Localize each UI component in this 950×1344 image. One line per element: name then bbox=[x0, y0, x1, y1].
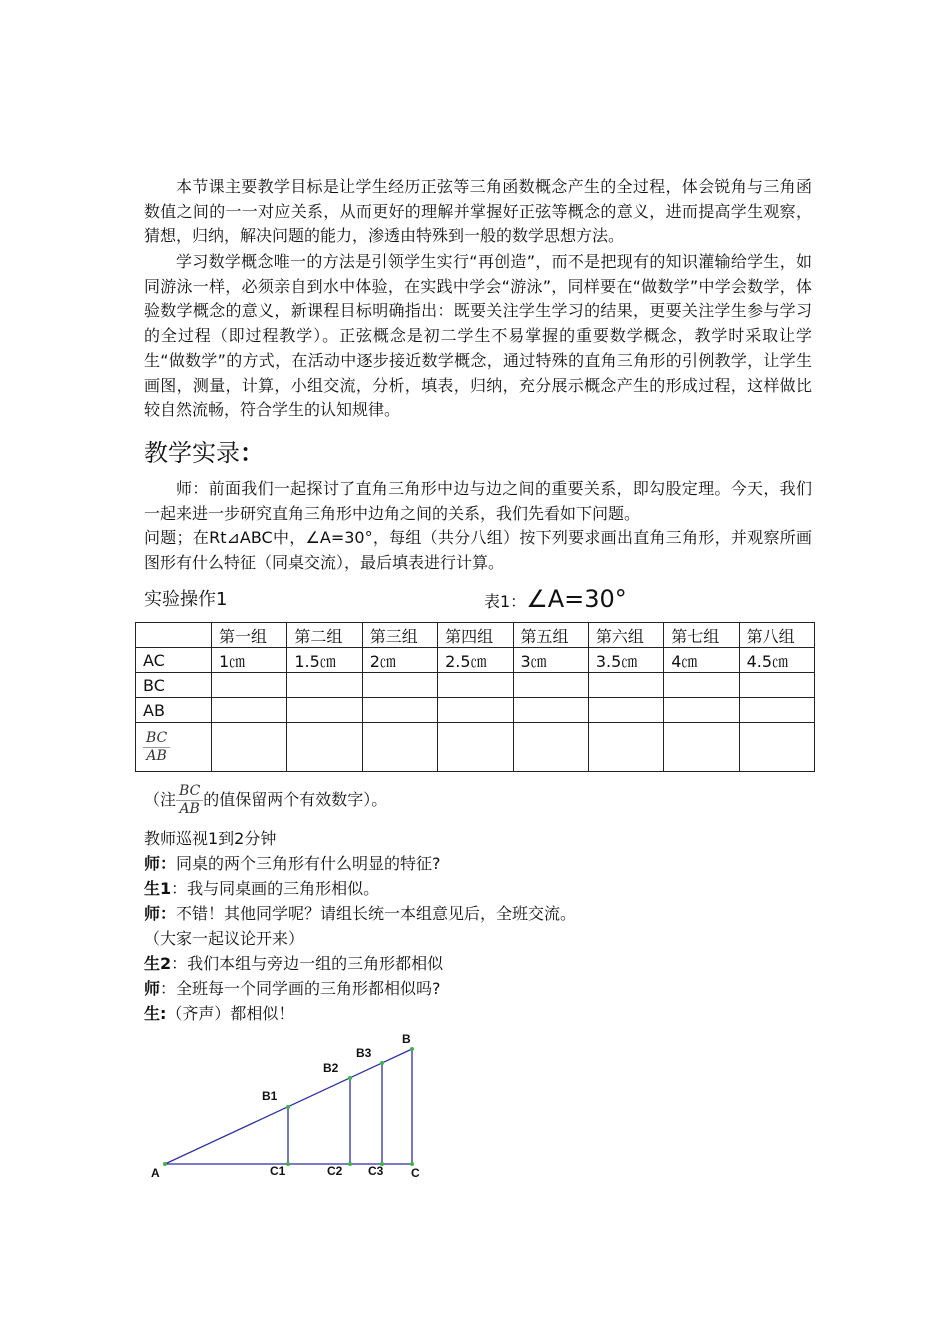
note-fraction bbox=[176, 783, 203, 818]
dialogue-text: 不错！其他同学呢？请组长统一本组意见后，全班交流。 bbox=[176, 904, 577, 923]
dialogue-line bbox=[144, 852, 441, 876]
ratio-fraction bbox=[143, 730, 170, 765]
experiment-label: 实验操作1 bbox=[144, 589, 228, 610]
dialogue-line bbox=[144, 902, 576, 926]
note-suffix: 的值保留两个有效数字）。 bbox=[203, 790, 388, 809]
table-cell bbox=[588, 698, 663, 723]
table-cell bbox=[212, 723, 287, 772]
table-cell bbox=[362, 698, 437, 723]
table-cell bbox=[588, 723, 663, 772]
note-numerator: BC bbox=[176, 783, 203, 801]
column-header: 第一组 bbox=[212, 623, 287, 648]
note-denominator: AB bbox=[179, 801, 200, 817]
dialogue-text: （齐声）都相似！ bbox=[166, 1004, 295, 1023]
dialogue-line bbox=[144, 877, 379, 901]
table-corner-cell bbox=[136, 623, 212, 648]
section-heading-colon: ： bbox=[240, 439, 264, 467]
table-cell bbox=[664, 673, 739, 698]
speaker-label: 生: bbox=[144, 1004, 167, 1023]
table-row-bc bbox=[136, 673, 815, 698]
fraction-denominator: AB bbox=[146, 747, 167, 764]
table-cell bbox=[362, 723, 437, 772]
row-label: AB bbox=[136, 698, 212, 723]
problem-statement: 问题；在Rt⊿ABC中，∠A=30°，每组（共分八组）按下列要求画出直角三角形，并观察所画图形有什么特征（同桌交流），最后填表进行计算。 bbox=[144, 528, 812, 572]
label-C3: C3 bbox=[368, 1164, 384, 1178]
intro-paragraph-1: 本节课主要教学目标是让学生经历正弦等三角函数概念产生的全过程，体会锐角与三角函数值之间的一一对应关系，从而更好的理解并掌握好正弦等概念的意义，进而提高学生观察，猜想，归纳，解决问题的能力，渗透由特殊到一般的数学思想方法。 bbox=[144, 177, 812, 246]
table-cell: 2㎝ bbox=[362, 648, 437, 673]
table-cell bbox=[513, 673, 588, 698]
dialogue-text: ：全班每一个同学画的三角形都相似吗? bbox=[160, 979, 441, 998]
fraction-numerator: BC bbox=[143, 730, 170, 748]
label-A: A bbox=[151, 1166, 160, 1180]
label-B1: B1 bbox=[262, 1089, 278, 1103]
table-cell: 4.5㎝ bbox=[739, 648, 814, 673]
note-prefix: （注 bbox=[144, 790, 177, 809]
table-cell bbox=[739, 673, 814, 698]
dialogue-text: 同桌的两个三角形有什么明显的特征? bbox=[176, 854, 441, 873]
column-header: 第二组 bbox=[287, 623, 362, 648]
dialogue-text: ：我与同桌画的三角形相似。 bbox=[171, 879, 380, 898]
column-header: 第三组 bbox=[362, 623, 437, 648]
dialogue-text: 教师巡视1到2分钟 bbox=[144, 829, 277, 848]
intro-paragraph-2: 学习数学概念唯一的方法是引领学生实行“再创造”，而不是把现有的知识灌输给学生，如同游泳一样，必须亲自到水中体验，在实践中学会“游泳”，同样要在“做数学”中学会数学，体验数学概念的意义，新课程目标明确指出：既要关注学生学习的结果，更要关注学生参与学习的全过程（即过程教学）。正弦概念是初二学生不易掌握的重要数学概念，教学时采取让学生“做数学”的方式，在活动中逐步接近数学概念，通过特殊的直角三角形的引例教学，让学生画图，测量，计算，小组交流，分析，填表，归纳，充分展示概念产生的形成过程，这样做比较自然流畅，符合学生的认知规律。 bbox=[144, 252, 812, 420]
table-cell bbox=[513, 698, 588, 723]
dialogue-line bbox=[144, 827, 276, 851]
table-cell: 2.5㎝ bbox=[438, 648, 513, 673]
speaker-label: 师： bbox=[144, 854, 177, 873]
table-cell bbox=[212, 673, 287, 698]
table-cell: 3.5㎝ bbox=[588, 648, 663, 673]
table-caption-prefix: 表1： bbox=[484, 592, 527, 611]
column-header: 第六组 bbox=[588, 623, 663, 648]
similar-triangles-diagram bbox=[140, 1028, 440, 1188]
dialogue-line bbox=[144, 977, 441, 1001]
point-A bbox=[163, 1162, 167, 1166]
table-row-ratio bbox=[136, 723, 815, 772]
point-B bbox=[410, 1047, 414, 1051]
section-heading-text: 教学实录 bbox=[144, 439, 240, 467]
table-cell bbox=[664, 698, 739, 723]
column-header: 第四组 bbox=[438, 623, 513, 648]
label-B3: B3 bbox=[356, 1046, 372, 1060]
table-cell bbox=[362, 673, 437, 698]
table-cell: 3㎝ bbox=[513, 648, 588, 673]
label-B: B bbox=[402, 1032, 411, 1046]
point-B2 bbox=[348, 1076, 352, 1080]
label-C1: C1 bbox=[270, 1164, 286, 1178]
row-label: BC bbox=[136, 673, 212, 698]
point-B3 bbox=[380, 1061, 384, 1065]
section-heading bbox=[144, 436, 264, 470]
experiment-table bbox=[135, 622, 815, 772]
table-cell bbox=[212, 698, 287, 723]
label-C2: C2 bbox=[327, 1164, 343, 1178]
table-cell bbox=[588, 673, 663, 698]
label-C: C bbox=[411, 1166, 420, 1180]
table-cell bbox=[664, 723, 739, 772]
table-cell bbox=[438, 698, 513, 723]
table-cell: 4㎝ bbox=[664, 648, 739, 673]
point-C1 bbox=[286, 1162, 290, 1166]
dialogue-text: （大家一起议论开来） bbox=[144, 929, 305, 948]
column-header: 第七组 bbox=[664, 623, 739, 648]
row-label: AC bbox=[136, 648, 212, 673]
table-cell bbox=[739, 698, 814, 723]
table-cell bbox=[287, 723, 362, 772]
speaker-label: 生2 bbox=[144, 954, 172, 973]
column-header: 第八组 bbox=[739, 623, 814, 648]
point-C2 bbox=[348, 1162, 352, 1166]
point-B1 bbox=[286, 1105, 290, 1109]
speaker-label: 师 bbox=[144, 979, 161, 998]
table-caption bbox=[484, 584, 627, 617]
table-cell: 1㎝ bbox=[212, 648, 287, 673]
table-cell: 1.5㎝ bbox=[287, 648, 362, 673]
label-B2: B2 bbox=[323, 1061, 339, 1075]
table-cell bbox=[438, 723, 513, 772]
table-row-ac bbox=[136, 648, 815, 673]
table-header-row bbox=[136, 623, 815, 648]
column-header: 第五组 bbox=[513, 623, 588, 648]
table-cell bbox=[438, 673, 513, 698]
table-cell bbox=[287, 673, 362, 698]
dialogue-line bbox=[144, 927, 304, 951]
dialogue-line bbox=[144, 952, 443, 976]
table-note bbox=[144, 781, 387, 819]
dialogue-line bbox=[144, 1002, 294, 1026]
speaker-label: 师： bbox=[144, 904, 177, 923]
table-caption-angle: ∠A=30° bbox=[526, 585, 627, 613]
table-cell bbox=[739, 723, 814, 772]
dialogue-text: ：我们本组与旁边一组的三角形都相似 bbox=[171, 954, 444, 973]
table-cell bbox=[287, 698, 362, 723]
table-cell bbox=[513, 723, 588, 772]
ratio-row-label bbox=[136, 723, 212, 772]
teacher-intro: 师：前面我们一起探讨了直角三角形中边与边之间的重要关系，即勾股定理。今天，我们一起来进一步研究直角三角形中边角之间的关系，我们先看如下问题。 bbox=[144, 479, 812, 523]
speaker-label: 生1 bbox=[144, 879, 172, 898]
table-row-ab bbox=[136, 698, 815, 723]
